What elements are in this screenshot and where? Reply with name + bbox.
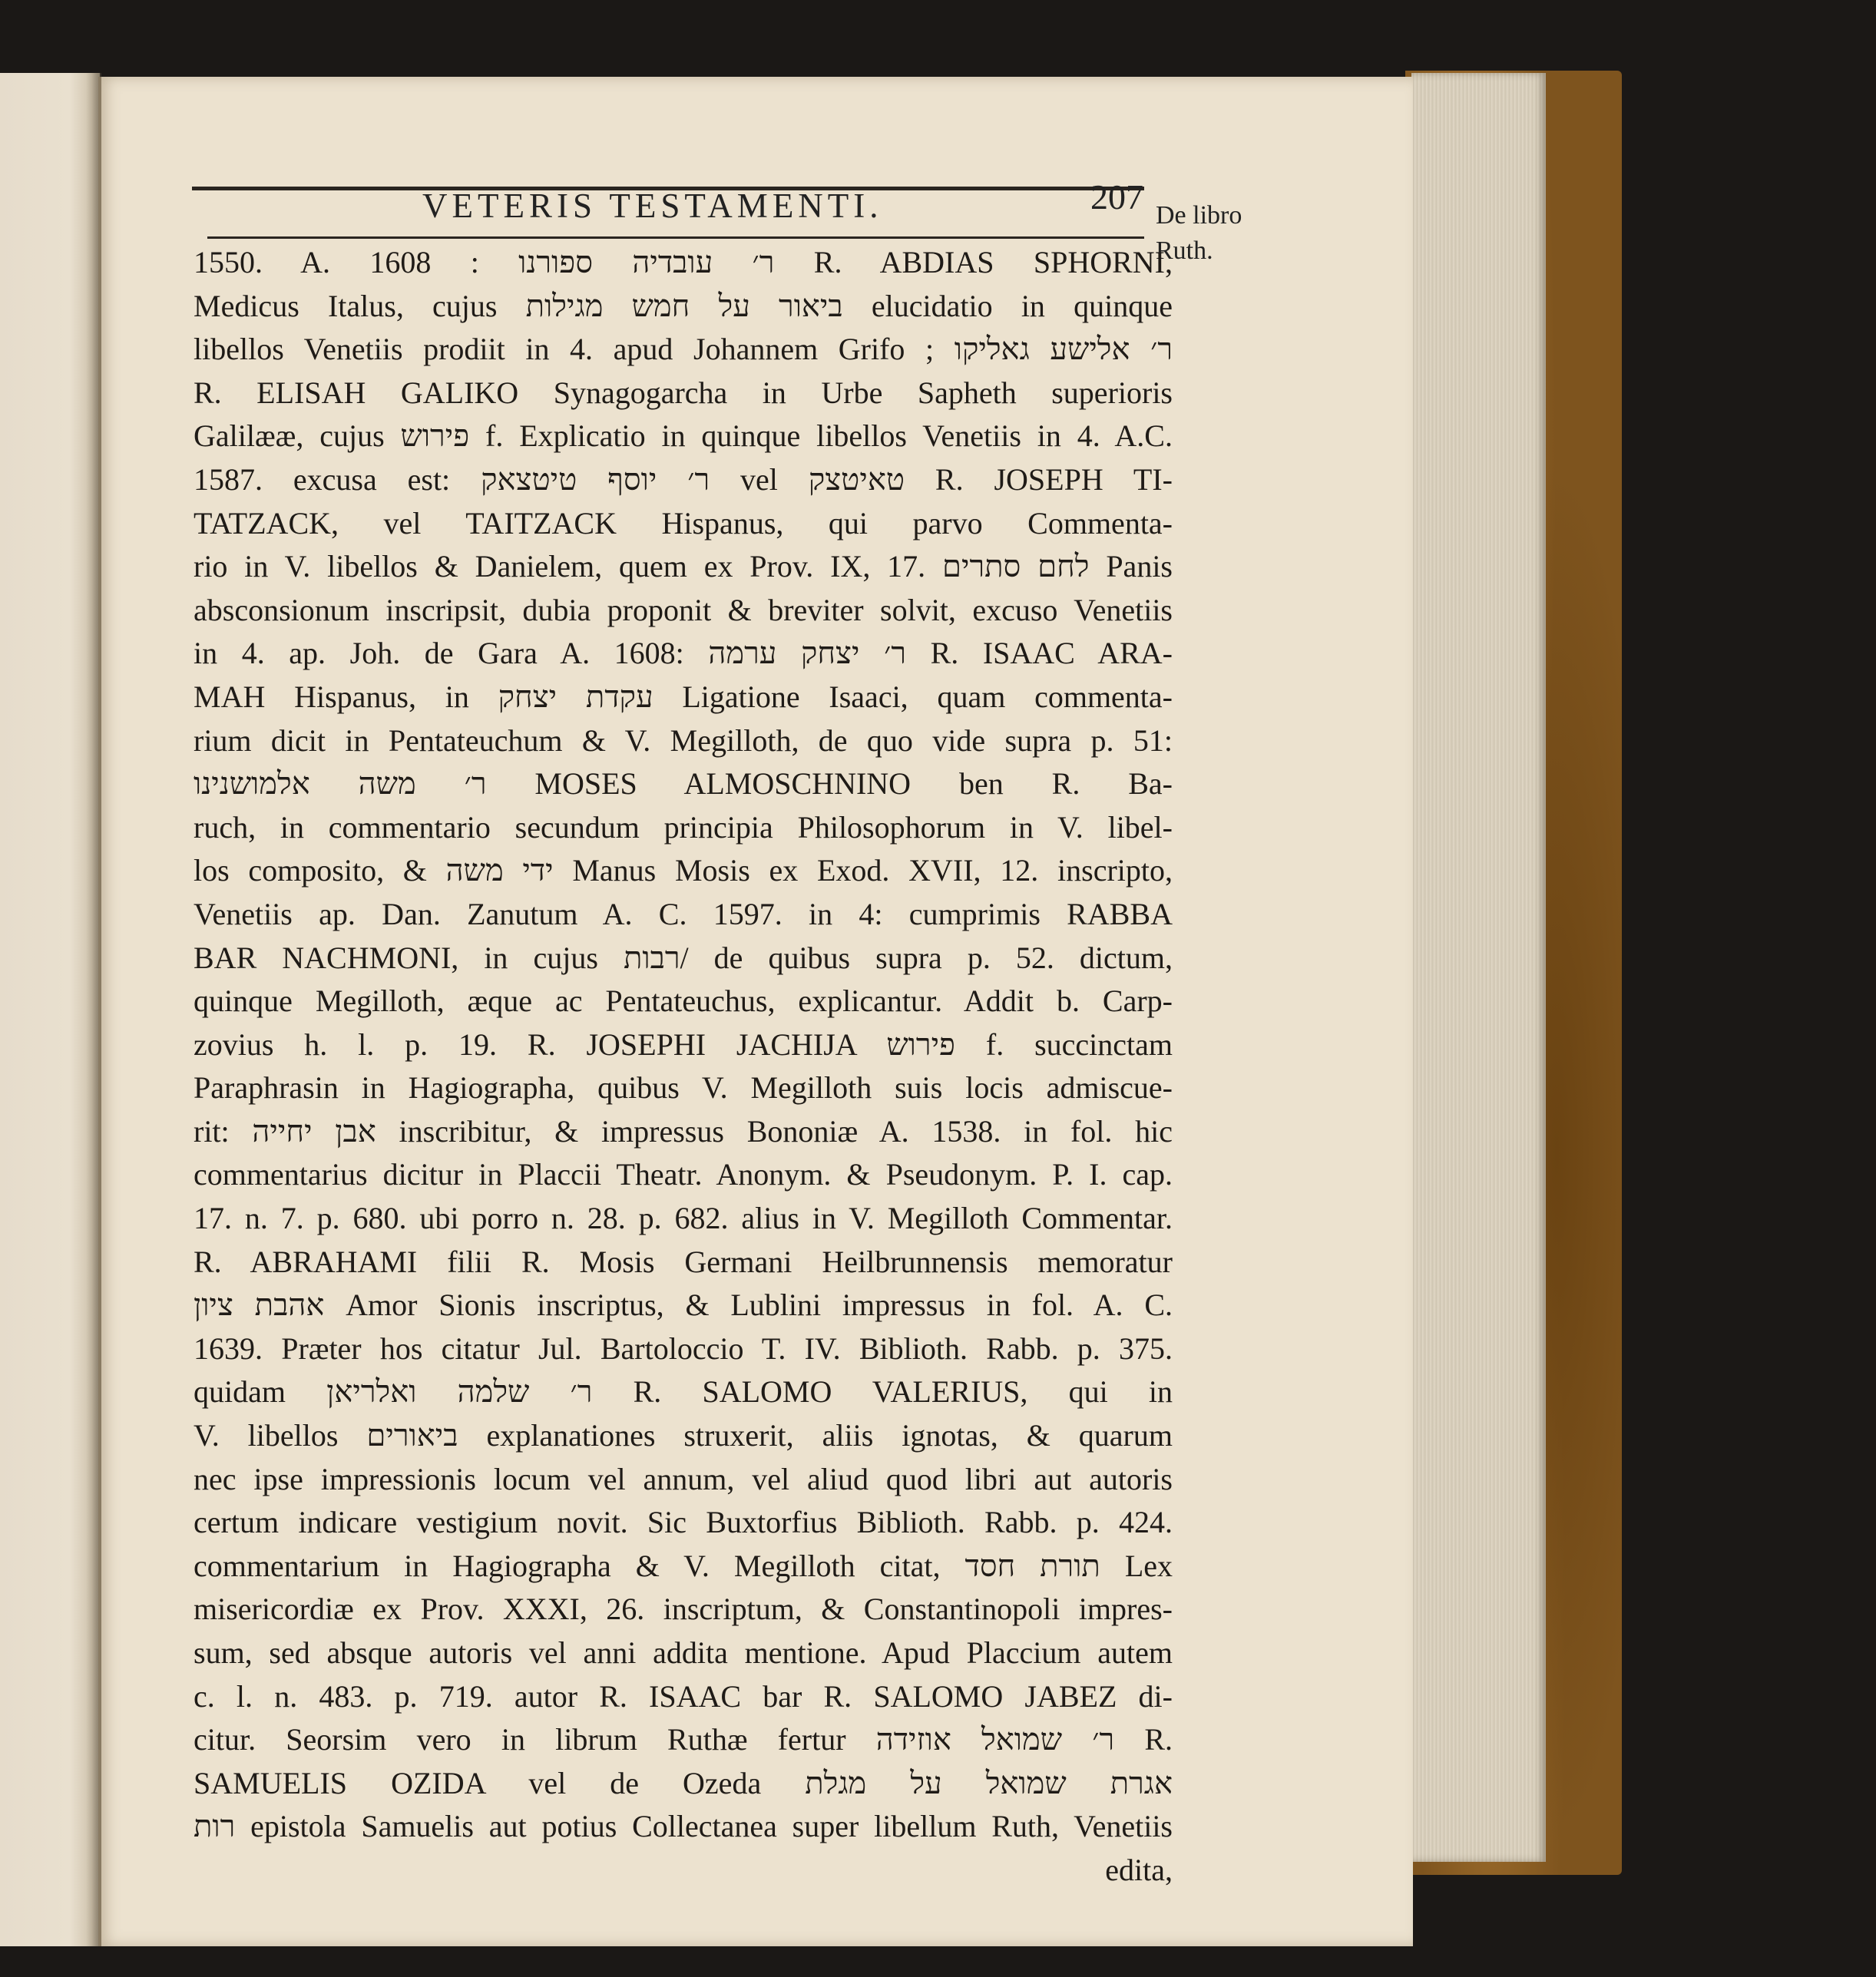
text-line: in 4. ap. Joh. de Gara A. 1608: ר׳ יצחק ערמה R. ISAAC ARA- <box>194 636 1173 671</box>
text-line: SAMUELIS OZIDA vel de Ozeda אגרת שמואל על מגלת <box>194 1765 1173 1800</box>
text-line: zovius h. l. p. 19. R. JOSEPHI JACHIJA פירוש f. succinctam <box>194 1027 1173 1062</box>
page-gutter <box>98 77 101 1946</box>
text-line: libellos Venetiis prodiit in 4. apud Johannem Grifo ; ר׳ אלישע גאליקו <box>194 332 1173 367</box>
catchword: edita, <box>1105 1852 1173 1887</box>
text-line: R. ELISAH GALIKO Synagogarcha in Urbe Sapheth superioris <box>194 375 1173 410</box>
body-text <box>194 241 1173 1893</box>
text-line: quidam ר׳ שלמה ואלריאן R. SALOMO VALERIUS, qui in <box>194 1374 1173 1410</box>
text-line: BAR NACHMONI, in cujus רבות/ de quibus supra p. 52. dictum, <box>194 940 1173 975</box>
margin-note-line: De libro <box>1156 201 1242 230</box>
previous-page-edge <box>0 73 100 1946</box>
text-line: rio in V. libellos & Danielem, quem ex Prov. IX, 17. לחם סתרים Panis <box>194 549 1173 584</box>
text-line: Galilææ, cujus פירוש f. Explicatio in quinque libellos Venetiis in 4. A.C. <box>194 418 1173 454</box>
text-line: Medicus Italus, cujus ביאור על חמש מגילות elucidatio in quinque <box>194 288 1173 323</box>
text-line: אהבת ציון Amor Sionis inscriptus, & Lublini impressus in fol. A. C. <box>194 1288 1173 1323</box>
text-line: citur. Seorsim vero in librum Ruthæ fertur ר׳ שמואל אוזידה R. <box>194 1722 1173 1757</box>
text-line: 17. n. 7. p. 680. ubi porro n. 28. p. 682. alius in V. Megilloth Commentar. <box>194 1201 1173 1236</box>
text-line: MAH Hispanus, in עקדת יצחק Ligatione Isaaci, quam commenta- <box>194 679 1173 714</box>
text-line: 1639. Præter hos citatur Jul. Bartoloccio T. IV. Biblioth. Rabb. p. 375. <box>194 1331 1173 1366</box>
text-line: commentarium in Hagiographa & V. Megilloth citat, תורת חסד Lex <box>194 1548 1173 1583</box>
text-line: ר׳ משה אלמושנינו MOSES ALMOSCHNINO ben R. Ba- <box>194 766 1173 802</box>
running-head: VETERIS TESTAMENTI. <box>422 187 883 225</box>
text-line: quinque Megilloth, æque ac Pentateuchus, explicantur. Addit b. Carp- <box>194 984 1173 1019</box>
text-line: sum, sed absque autoris vel anni addita mentione. Apud Placcium autem <box>194 1635 1173 1670</box>
text-line: ruch, in commentario secundum principia Philosophorum in V. libel- <box>194 809 1173 845</box>
text-line: R. ABRAHAMI filii R. Mosis Germani Heilbrunnensis memoratur <box>194 1244 1173 1279</box>
header-bottom-rule <box>207 236 1144 239</box>
text-line: nec ipse impressionis locum vel annum, vel aliud quod libri aut autoris <box>194 1461 1173 1496</box>
margin-note-line: Ruth. <box>1156 236 1213 265</box>
text-line: Venetiis ap. Dan. Zanutum A. C. 1597. in 4: cumprimis RABBA <box>194 896 1173 931</box>
text-line: los composito, & ידי משה Manus Mosis ex Exod. XVII, 12. inscripto, <box>194 853 1173 888</box>
text-line: certum indicare vestigium novit. Sic Buxtorfius Biblioth. Rabb. p. 424. <box>194 1505 1173 1540</box>
text-line: c. l. n. 483. p. 719. autor R. ISAAC bar R. SALOMO JABEZ di- <box>194 1678 1173 1714</box>
text-line: misericordiæ ex Prov. XXXI, 26. inscriptum, & Constantinopoli impres- <box>194 1592 1173 1627</box>
text-line: Paraphrasin in Hagiographa, quibus V. Megilloth suis locis admiscue- <box>194 1070 1173 1106</box>
text-line: absconsionum inscripsit, dubia proponit & breviter solvit, excuso Venetiis <box>194 592 1173 627</box>
text-line: 1587. excusa est: ר׳ יוסף טיטצאק vel טאיטצק R. JOSEPH TI- <box>194 461 1173 497</box>
page-number: 207 <box>1090 177 1143 217</box>
page-block-edge <box>1411 73 1546 1862</box>
text-line: V. libellos ביאורים explanationes struxerit, aliis ignotas, & quarum <box>194 1418 1173 1453</box>
text-line: rit: אבן יחייה inscribitur, & impressus Bononiæ A. 1538. in fol. hic <box>194 1113 1173 1149</box>
text-line: commentarius dicitur in Placcii Theatr. Anonym. & Pseudonym. P. I. cap. <box>194 1157 1173 1192</box>
text-line: TATZACK, vel TAITZACK Hispanus, qui parvo Commenta- <box>194 505 1173 541</box>
text-line: 1550. A. 1608 : ר׳ עובדיה ספורנו R. ABDIAS SPHORNI, <box>194 245 1173 279</box>
text-line: רות epistola Samuelis aut potius Collectanea super libellum Ruth, Venetiis <box>194 1809 1173 1844</box>
text-line: rium dicit in Pentateuchum & V. Megilloth, de quo vide supra p. 51: <box>194 722 1173 758</box>
